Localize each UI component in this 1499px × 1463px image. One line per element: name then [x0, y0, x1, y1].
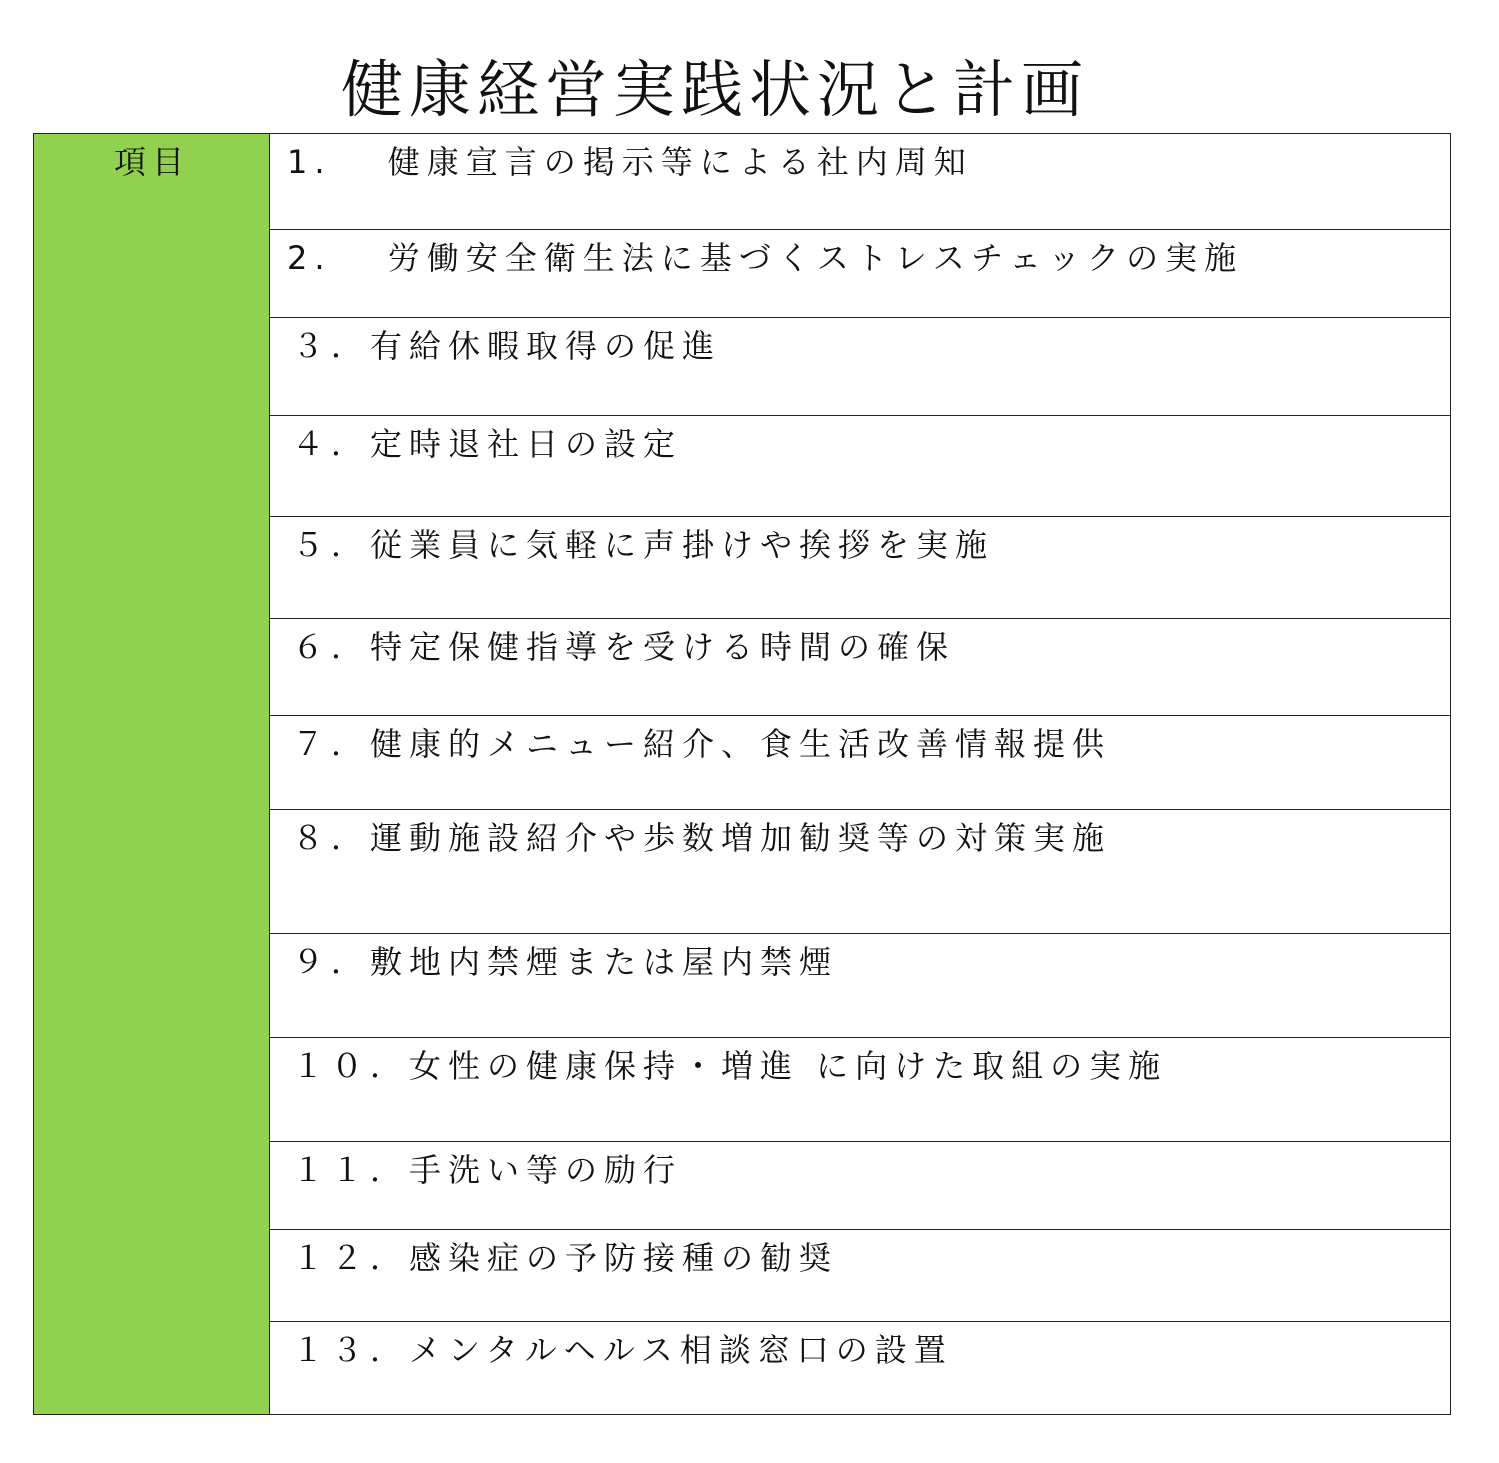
- header-cell: [34, 134, 270, 1414]
- table-row: [270, 416, 1450, 517]
- table-row: [270, 318, 1450, 416]
- row-text: ５．従業員に気軽に声掛けや挨拶を実施: [292, 526, 995, 564]
- table-row: [270, 810, 1450, 934]
- header-label: 項目: [113, 143, 190, 181]
- row-text: ８．運動施設紹介や歩数増加勧奨等の対策実施: [292, 819, 1112, 857]
- table-row: [270, 716, 1450, 810]
- row-text: １３．メンタルヘルス相談窓口の設置: [292, 1331, 953, 1369]
- table-row: [270, 230, 1450, 318]
- table-row: [270, 517, 1450, 619]
- row-text: ６．特定保健指導を受ける時間の確保: [292, 628, 956, 666]
- row-text: ３．有給休暇取得の促進: [292, 327, 722, 365]
- table-row: [270, 1038, 1450, 1142]
- row-text: 1. 健康宣言の掲示等による社内周知: [287, 143, 973, 181]
- table-row: [270, 1322, 1450, 1414]
- row-text: ４．定時退社日の設定: [292, 425, 683, 463]
- items-table: [33, 133, 1451, 1415]
- row-text: ７．健康的メニュー紹介、食生活改善情報提供: [292, 725, 1112, 763]
- item-rows: [270, 134, 1450, 1414]
- table-row: [270, 619, 1450, 716]
- row-text: １２．感染症の予防接種の勧奨: [292, 1239, 839, 1277]
- row-text: １１．手洗い等の励行: [292, 1151, 683, 1189]
- table-row: [270, 134, 1450, 230]
- table-row: [270, 1230, 1450, 1322]
- row-text: １０．女性の健康保持・増進 に向けた取組の実施: [292, 1047, 1168, 1085]
- row-text: 2. 労働安全衛生法に基づくストレスチェックの実施: [287, 239, 1244, 277]
- table-row: [270, 934, 1450, 1038]
- table-row: [270, 1142, 1450, 1230]
- page-title: 健康経営実践状況と計画: [340, 53, 1089, 126]
- row-text: ９．敷地内禁煙または屋内禁煙: [292, 943, 839, 981]
